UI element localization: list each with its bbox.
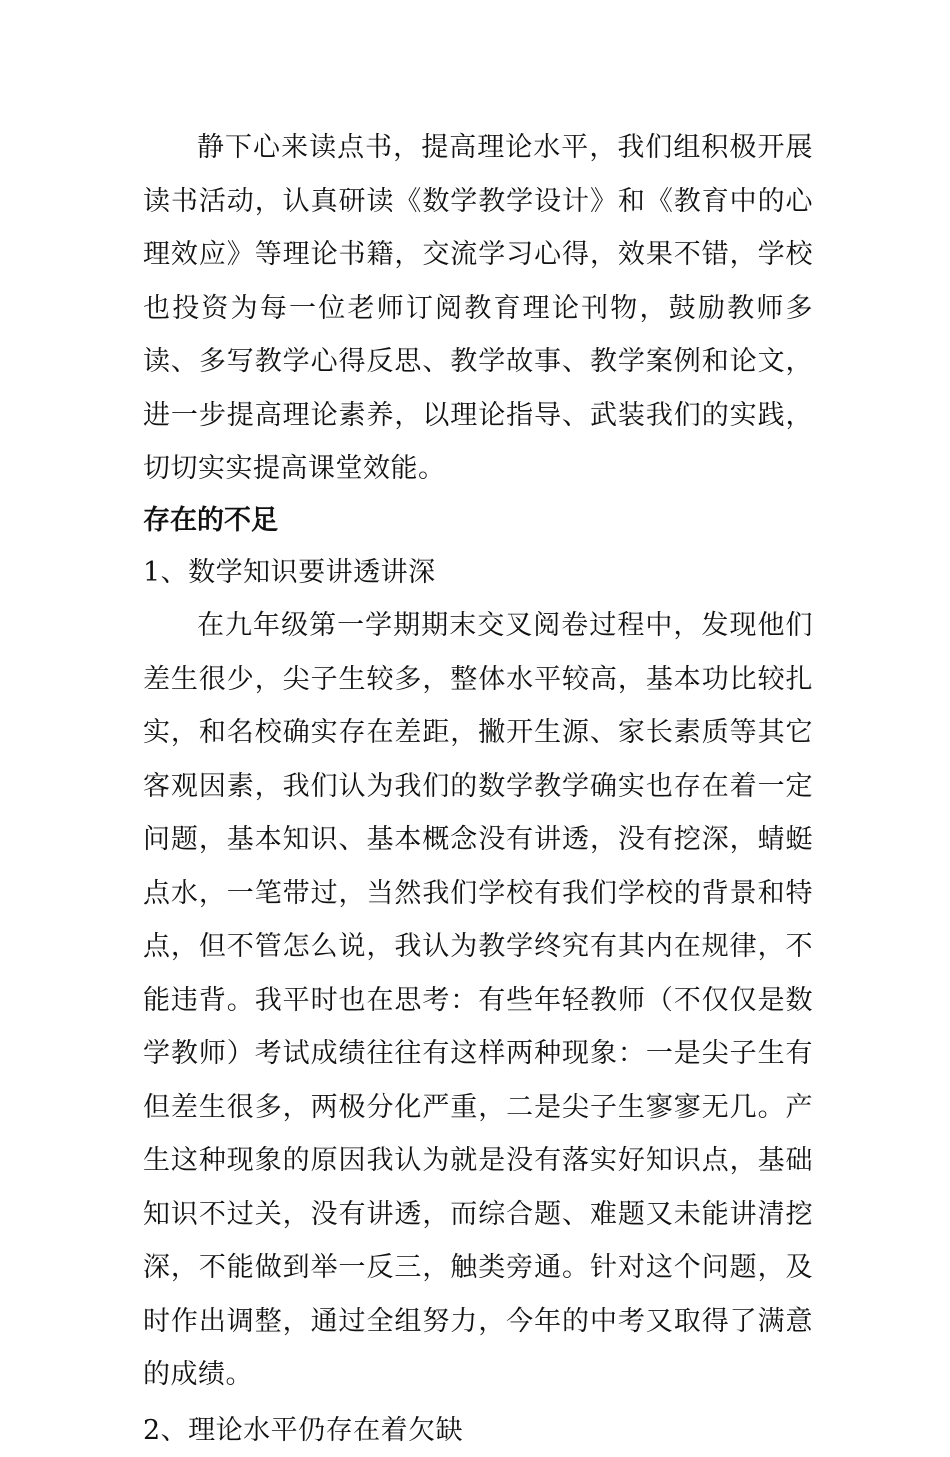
document-body bbox=[143, 121, 813, 1457]
section-title-shortcomings: 存在的不足 bbox=[143, 496, 813, 546]
item-title-2: 2、理论水平仍存在着欠缺 bbox=[143, 1404, 813, 1457]
item-title-1: 1、数学知识要讲透讲深 bbox=[143, 546, 813, 600]
paragraph-exam-analysis: 在九年级第一学期期末交叉阅卷过程中，发现他们差生很少，尖子生较多，整体水平较高，基本功比较扎实，和名校确实存在差距，撇开生源、家长素质等其它客观因素，我们认为我们的数学教学确实也存在着一定问题，基本知识、基本概念没有讲透，没有挖深，蜻蜓点水，一笔带过，当然我们学校有我们学校的背景和特点，但不管怎么说，我认为教学终究有其内在规律，不能违背。我平时也在思考：有些年轻教师（不仅仅是数学教师）考试成绩往往有这样两种现象：一是尖子生有但差生很多，两极分化严重，二是尖子生寥寥无几。产生这种现象的原因我认为就是没有落实好知识点，基础知识不过关，没有讲透，而综合题、难题又未能讲清挖深，不能做到举一反三，触类旁通。针对这个问题，及时作出调整，通过全组努力，今年的中考又取得了满意的成绩。 bbox=[143, 599, 813, 1402]
paragraph-reading-activities: 静下心来读点书，提高理论水平，我们组积极开展读书活动，认真研读《数学教学设计》和《教育中的心理效应》等理论书籍，交流学习心得，效果不错，学校也投资为每一位老师订阅教育理论刊物，鼓励教师多读、多写教学心得反思、教学故事、教学案例和论文，进一步提高理论素养，以理论指导、武装我们的实践，切切实实提高课堂效能。 bbox=[143, 121, 813, 496]
